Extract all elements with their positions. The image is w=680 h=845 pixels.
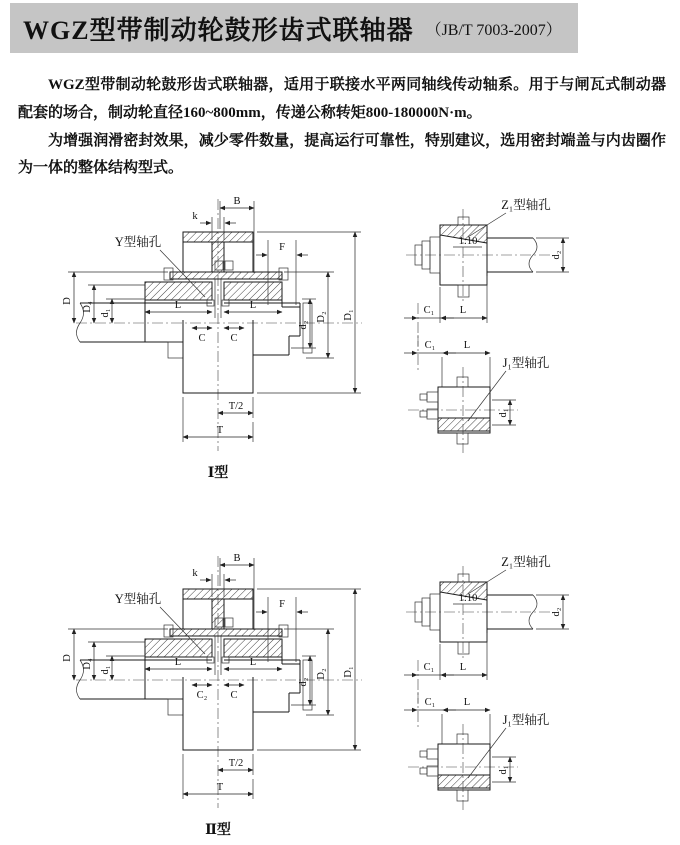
svg-text:L: L <box>174 300 182 311</box>
intro-paragraph-2: 为增强润滑密封效果，减少零件数量，提高运行可靠性，特别建议，选用密封端盖与内齿圈作为一体的整体结构型式。 <box>18 132 666 177</box>
figure-group-type-2 <box>10 542 670 842</box>
left-shaft-hub <box>77 657 213 715</box>
brake-wheel <box>183 589 253 629</box>
main-section-view <box>62 196 362 451</box>
main-section-view <box>62 553 362 808</box>
dimension-z-L <box>440 633 487 680</box>
j-keyway-section <box>438 418 490 431</box>
y-bore-label: Y型轴孔 <box>114 592 162 606</box>
svg-text:L: L <box>249 300 257 311</box>
figure-group-type-1 <box>10 185 670 485</box>
dimension-D2 <box>284 629 334 715</box>
dimension-C-right <box>224 328 244 344</box>
coupling-drawing <box>10 185 670 485</box>
svg-text:k: k <box>192 568 198 579</box>
svg-text:D₄: D₄ <box>82 658 93 670</box>
dimension-z-L <box>440 276 487 323</box>
svg-text:D: D <box>62 297 73 305</box>
title-banner <box>10 3 578 53</box>
svg-text:D: D <box>62 654 73 662</box>
svg-text:T/2: T/2 <box>228 401 244 412</box>
svg-text:D₁: D₁ <box>343 309 354 321</box>
svg-text:L: L <box>463 340 471 351</box>
y-bore-label: Y型轴孔 <box>114 235 162 249</box>
dimension-j-d1 <box>492 400 516 425</box>
dimension-j-C1 <box>404 340 456 353</box>
svg-text:T/2: T/2 <box>228 758 244 769</box>
svg-text:C₁: C₁ <box>424 340 436 351</box>
svg-text:d₁: d₁ <box>498 765 509 775</box>
svg-text:C₂: C₂ <box>196 690 208 701</box>
svg-text:C₁: C₁ <box>423 662 435 673</box>
brake-wheel <box>183 232 253 272</box>
dimension-D4 <box>82 285 145 323</box>
svg-text:F: F <box>279 242 285 253</box>
taper-ratio-label: 1:10 <box>458 593 478 604</box>
z-bore-label: Z₁型轴孔 <box>501 198 551 212</box>
svg-text:B: B <box>233 553 241 564</box>
svg-text:D₂: D₂ <box>316 311 327 323</box>
svg-text:L: L <box>249 657 257 668</box>
figure-caption: Ⅱ型 <box>205 823 231 838</box>
dimension-L-right <box>224 300 282 312</box>
svg-text:C: C <box>198 333 206 344</box>
dimension-D2 <box>284 272 334 358</box>
j-keyway-section <box>438 775 490 788</box>
svg-text:k: k <box>192 211 198 222</box>
intro-paragraph-1: WGZ型带制动轮鼓形齿式联轴器，适用于联接水平两同轴线传动轴系。用于与闸瓦式制动器配套的场合，制动轮直径160~800mm，传递公称转矩800-180000N·m。 <box>18 77 666 121</box>
coupling-drawing <box>10 542 670 842</box>
dimension-C-left <box>192 685 212 701</box>
svg-text:C: C <box>230 690 238 701</box>
svg-text:L: L <box>459 305 467 316</box>
dimension-L-right <box>224 657 282 669</box>
svg-text:C: C <box>230 333 238 344</box>
svg-text:d₁: d₁ <box>498 408 509 418</box>
z-bore-view <box>404 554 569 704</box>
svg-text:B: B <box>233 196 241 207</box>
dimension-z-C1 <box>404 662 454 675</box>
j-bore-view <box>404 335 550 453</box>
svg-text:d₂: d₂ <box>551 607 562 617</box>
svg-text:d₂: d₂ <box>298 320 309 330</box>
dimension-j-C1 <box>404 697 456 710</box>
j-bore-label: J₁型轴孔 <box>502 713 550 727</box>
dimension-C-left <box>192 328 212 344</box>
dimension-L-left <box>145 657 212 669</box>
svg-text:D₁: D₁ <box>343 666 354 678</box>
taper-ratio-label: 1:10 <box>458 236 478 247</box>
standard-code: （JB/T 7003-2007） <box>425 21 562 39</box>
svg-text:C₁: C₁ <box>423 305 435 316</box>
dimension-D4 <box>82 642 145 680</box>
svg-text:L: L <box>174 657 182 668</box>
svg-text:F: F <box>279 599 285 610</box>
dimension-z-C1 <box>404 305 454 318</box>
dimension-D1 <box>257 232 361 393</box>
dimension-C-right <box>224 685 244 701</box>
z-bore-view <box>404 197 569 347</box>
svg-text:C₁: C₁ <box>424 697 436 708</box>
svg-text:L: L <box>463 697 471 708</box>
svg-text:d₁: d₁ <box>100 665 111 675</box>
page-title: WGZ型带制动轮鼓形齿式联轴器 <box>23 15 414 45</box>
intro-text <box>18 72 666 183</box>
svg-text:L: L <box>459 662 467 673</box>
dimension-T-half <box>218 754 253 775</box>
svg-text:T: T <box>216 425 224 436</box>
dimension-j-d1 <box>492 757 516 782</box>
dimension-D1 <box>257 589 361 750</box>
svg-text:d₂: d₂ <box>551 250 562 260</box>
j-bore-label: J₁型轴孔 <box>502 356 550 370</box>
svg-text:T: T <box>216 782 224 793</box>
svg-text:D₄: D₄ <box>82 301 93 313</box>
j-bore-view <box>404 692 550 810</box>
dimension-L-left <box>145 300 212 312</box>
z-bore-label: Z₁型轴孔 <box>501 555 551 569</box>
svg-text:D₂: D₂ <box>316 668 327 680</box>
dimension-T-half <box>218 397 253 418</box>
svg-text:d₁: d₁ <box>100 308 111 318</box>
figure-caption: Ⅰ型 <box>207 466 229 481</box>
left-shaft-hub <box>77 300 213 358</box>
svg-text:d₂: d₂ <box>298 677 309 687</box>
